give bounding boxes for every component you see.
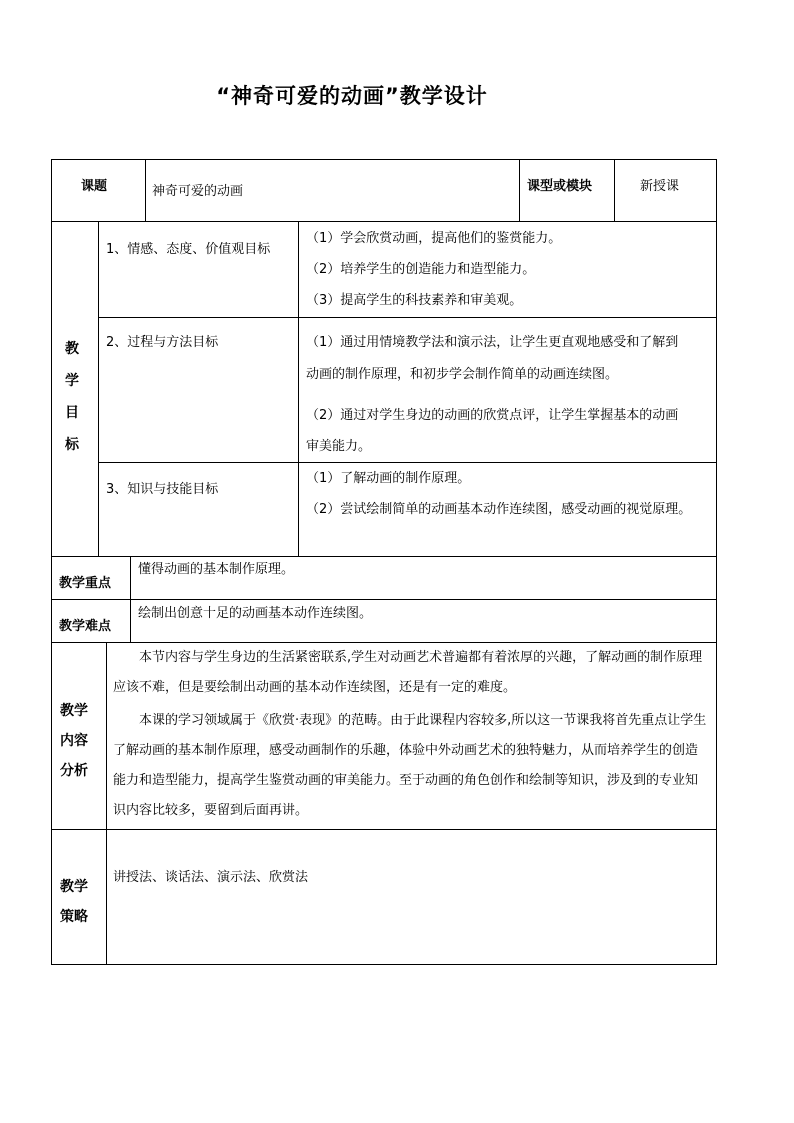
topic-value: 神奇可爱的动画 [152, 184, 244, 199]
objective-line: （1）通过用情境教学法和演示法，让学生更直观地感受和了解到 [306, 335, 679, 350]
objective-line: 审美能力。 [306, 439, 372, 454]
objective-heading: 1、情感、态度、价值观目标 [106, 242, 271, 257]
analysis-paragraph: 本节内容与学生身边的生活紧密联系,学生对动画艺术普遍都有着浓厚的兴趣，了解动画的制作原理应该不难，但是要绘制出动画的基本动作连续图，还是有一定的难度。 [113, 650, 703, 695]
objective-heading: 3、知识与技能目标 [106, 482, 219, 497]
strategy-label: 教学 策略 [60, 879, 88, 925]
objective-line: 动画的制作原理，和初步学会制作简单的动画连续图。 [306, 367, 619, 382]
key-point-label: 教学重点 [59, 576, 112, 591]
strategy-text: 讲授法、谈话法、演示法、欣赏法 [113, 870, 309, 885]
page-title: “神奇可爱的动画”教学设计 [216, 84, 488, 108]
lesson-type-value: 新授课 [640, 179, 680, 194]
objective-heading: 2、过程与方法目标 [106, 335, 219, 350]
difficulty-text: 绘制出创意十足的动画基本动作连续图。 [138, 606, 373, 621]
difficulty-label: 教学难点 [59, 619, 112, 634]
key-point-text: 懂得动画的基本制作原理。 [138, 562, 295, 577]
analysis-label: 教学 内容 分析 [60, 703, 88, 779]
analysis-paragraph: 本课的学习领域属于《欣赏·表现》的范畴。由于此课程内容较多,所以这一节课我将首先重点让学生了解动画的基本制作原理，感受动画制作的乐趣，体验中外动画艺术的独特魅力，从而培养学生的创造能力和造型能力，提高学生鉴赏动画的审美能力。至于动画的角色创作和绘制等知识，涉及到的专业知识内容比较多，要留到后面再讲。 [113, 713, 707, 818]
objective-line: （2）培养学生的创造能力和造型能力。 [306, 262, 536, 277]
objective-line: （1）了解动画的制作原理。 [306, 471, 471, 486]
objective-line: （3）提高学生的科技素养和审美观。 [306, 293, 523, 308]
objective-line: （1）学会欣赏动画，提高他们的鉴赏能力。 [306, 231, 562, 246]
objectives-label: 教 学 目 标 [65, 341, 79, 453]
lesson-type-label: 课型或模块 [527, 179, 593, 194]
objective-line: （2）通过对学生身边的动画的欣赏点评，让学生掌握基本的动画 [306, 408, 679, 423]
topic-label: 课题 [81, 179, 108, 194]
objective-line: （2）尝试绘制简单的动画基本动作连续图，感受动画的视觉原理。 [306, 502, 692, 517]
